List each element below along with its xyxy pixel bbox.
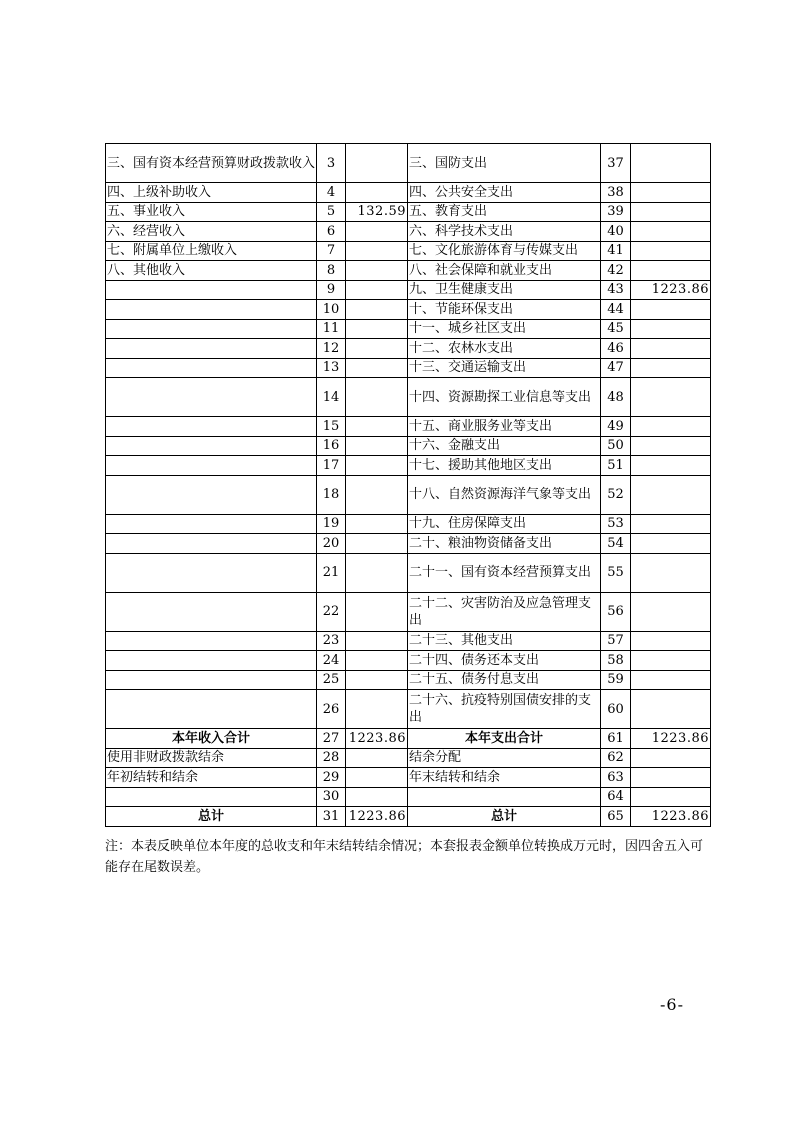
expense-amount-cell bbox=[631, 358, 711, 378]
table-row bbox=[106, 631, 711, 651]
income-item-cell bbox=[106, 456, 317, 476]
income-item-cell bbox=[106, 592, 317, 631]
income-amount-cell: 1223.86 bbox=[346, 729, 408, 749]
expense-item-cell: 本年支出合计 bbox=[408, 729, 601, 749]
income-amount-cell bbox=[346, 339, 408, 359]
expense-line-number-cell: 60 bbox=[601, 690, 631, 729]
expense-amount-cell bbox=[631, 436, 711, 456]
table-row bbox=[106, 436, 711, 456]
expense-line-number-cell: 51 bbox=[601, 456, 631, 476]
income-line-number-cell: 29 bbox=[317, 768, 346, 788]
expense-line-number-cell: 47 bbox=[601, 358, 631, 378]
income-item-cell: 四、上级补助收入 bbox=[106, 183, 317, 203]
expense-item-cell: 三、国防支出 bbox=[408, 144, 601, 183]
income-item-cell: 八、其他收入 bbox=[106, 261, 317, 281]
income-line-number-cell: 13 bbox=[317, 358, 346, 378]
expense-amount-cell bbox=[631, 651, 711, 671]
income-amount-cell bbox=[346, 222, 408, 242]
income-line-number-cell: 14 bbox=[317, 378, 346, 417]
expense-amount-cell bbox=[631, 300, 711, 320]
income-item-cell bbox=[106, 319, 317, 339]
income-item-cell bbox=[106, 475, 317, 514]
expense-amount-cell bbox=[631, 202, 711, 222]
table-row bbox=[106, 319, 711, 339]
expense-amount-cell bbox=[631, 261, 711, 281]
income-line-number-cell: 21 bbox=[317, 553, 346, 592]
expense-item-cell: 五、教育支出 bbox=[408, 202, 601, 222]
income-amount-cell bbox=[346, 456, 408, 476]
table-row bbox=[106, 690, 711, 729]
income-amount-cell bbox=[346, 358, 408, 378]
income-line-number-cell: 11 bbox=[317, 319, 346, 339]
income-line-number-cell: 17 bbox=[317, 456, 346, 476]
income-amount-cell bbox=[346, 319, 408, 339]
table-row bbox=[106, 417, 711, 437]
income-line-number-cell: 28 bbox=[317, 748, 346, 768]
income-item-cell bbox=[106, 358, 317, 378]
income-item-cell: 总计 bbox=[106, 807, 317, 827]
expense-line-number-cell: 57 bbox=[601, 631, 631, 651]
table-row bbox=[106, 807, 711, 827]
income-item-cell bbox=[106, 631, 317, 651]
expense-line-number-cell: 46 bbox=[601, 339, 631, 359]
income-item-cell bbox=[106, 690, 317, 729]
expense-amount-cell bbox=[631, 553, 711, 592]
expense-line-number-cell: 65 bbox=[601, 807, 631, 827]
table-row bbox=[106, 729, 711, 749]
expense-amount-cell: 1223.86 bbox=[631, 729, 711, 749]
income-item-cell bbox=[106, 280, 317, 300]
income-amount-cell bbox=[346, 690, 408, 729]
expense-item-cell: 二十、粮油物资储备支出 bbox=[408, 534, 601, 554]
income-amount-cell bbox=[346, 768, 408, 788]
table-row bbox=[106, 222, 711, 242]
expense-item-cell: 四、公共安全支出 bbox=[408, 183, 601, 203]
income-line-number-cell: 15 bbox=[317, 417, 346, 437]
income-line-number-cell: 26 bbox=[317, 690, 346, 729]
expense-line-number-cell: 49 bbox=[601, 417, 631, 437]
expense-amount-cell: 1223.86 bbox=[631, 807, 711, 827]
income-item-cell bbox=[106, 300, 317, 320]
income-line-number-cell: 3 bbox=[317, 144, 346, 183]
income-amount-cell bbox=[346, 514, 408, 534]
expense-amount-cell bbox=[631, 144, 711, 183]
expense-line-number-cell: 55 bbox=[601, 553, 631, 592]
income-line-number-cell: 16 bbox=[317, 436, 346, 456]
expense-line-number-cell: 62 bbox=[601, 748, 631, 768]
table-row bbox=[106, 787, 711, 807]
income-amount-cell bbox=[346, 241, 408, 261]
expense-line-number-cell: 48 bbox=[601, 378, 631, 417]
income-amount-cell bbox=[346, 670, 408, 690]
expense-amount-cell bbox=[631, 787, 711, 807]
income-amount-cell bbox=[346, 378, 408, 417]
income-item-cell bbox=[106, 670, 317, 690]
income-item-cell: 年初结转和结余 bbox=[106, 768, 317, 788]
table-row bbox=[106, 651, 711, 671]
expense-item-cell: 六、科学技术支出 bbox=[408, 222, 601, 242]
table-row bbox=[106, 144, 711, 183]
expense-amount-cell bbox=[631, 514, 711, 534]
table-row bbox=[106, 553, 711, 592]
expense-item-cell: 十、节能环保支出 bbox=[408, 300, 601, 320]
expense-amount-cell bbox=[631, 417, 711, 437]
expense-line-number-cell: 52 bbox=[601, 475, 631, 514]
income-amount-cell bbox=[346, 300, 408, 320]
table-row bbox=[106, 378, 711, 417]
income-item-cell: 本年收入合计 bbox=[106, 729, 317, 749]
expense-line-number-cell: 39 bbox=[601, 202, 631, 222]
income-line-number-cell: 20 bbox=[317, 534, 346, 554]
income-amount-cell bbox=[346, 144, 408, 183]
expense-amount-cell: 1223.86 bbox=[631, 280, 711, 300]
expense-item-cell: 九、卫生健康支出 bbox=[408, 280, 601, 300]
expense-item-cell: 二十一、国有资本经营预算支出 bbox=[408, 553, 601, 592]
expense-item-cell bbox=[408, 787, 601, 807]
income-item-cell bbox=[106, 339, 317, 359]
income-amount-cell bbox=[346, 553, 408, 592]
income-item-cell bbox=[106, 787, 317, 807]
expense-item-cell: 八、社会保障和就业支出 bbox=[408, 261, 601, 281]
table-row bbox=[106, 670, 711, 690]
expense-item-cell: 十四、资源勘探工业信息等支出 bbox=[408, 378, 601, 417]
expense-item-cell: 十八、自然资源海洋气象等支出 bbox=[408, 475, 601, 514]
income-line-number-cell: 7 bbox=[317, 241, 346, 261]
table-row bbox=[106, 241, 711, 261]
expense-line-number-cell: 59 bbox=[601, 670, 631, 690]
expense-item-cell: 二十二、灾害防治及应急管理支出 bbox=[408, 592, 601, 631]
income-item-cell bbox=[106, 514, 317, 534]
expense-amount-cell bbox=[631, 690, 711, 729]
income-line-number-cell: 6 bbox=[317, 222, 346, 242]
income-line-number-cell: 30 bbox=[317, 787, 346, 807]
expense-amount-cell bbox=[631, 768, 711, 788]
table-row bbox=[106, 748, 711, 768]
expense-line-number-cell: 64 bbox=[601, 787, 631, 807]
table-row bbox=[106, 592, 711, 631]
expense-line-number-cell: 41 bbox=[601, 241, 631, 261]
income-line-number-cell: 25 bbox=[317, 670, 346, 690]
expense-amount-cell bbox=[631, 592, 711, 631]
table-row bbox=[106, 280, 711, 300]
income-amount-cell: 1223.86 bbox=[346, 807, 408, 827]
table-row bbox=[106, 358, 711, 378]
expense-item-cell: 年末结转和结余 bbox=[408, 768, 601, 788]
expense-amount-cell bbox=[631, 534, 711, 554]
expense-item-cell: 总计 bbox=[408, 807, 601, 827]
expense-amount-cell bbox=[631, 183, 711, 203]
expense-amount-cell bbox=[631, 475, 711, 514]
income-amount-cell bbox=[346, 475, 408, 514]
income-item-cell bbox=[106, 436, 317, 456]
expense-line-number-cell: 53 bbox=[601, 514, 631, 534]
expense-amount-cell bbox=[631, 748, 711, 768]
income-item-cell: 五、事业收入 bbox=[106, 202, 317, 222]
expense-amount-cell bbox=[631, 670, 711, 690]
income-line-number-cell: 8 bbox=[317, 261, 346, 281]
income-item-cell: 使用非财政拨款结余 bbox=[106, 748, 317, 768]
expense-item-cell: 二十四、债务还本支出 bbox=[408, 651, 601, 671]
income-line-number-cell: 4 bbox=[317, 183, 346, 203]
income-line-number-cell: 9 bbox=[317, 280, 346, 300]
expense-amount-cell bbox=[631, 378, 711, 417]
income-line-number-cell: 12 bbox=[317, 339, 346, 359]
income-item-cell: 七、附属单位上缴收入 bbox=[106, 241, 317, 261]
expense-line-number-cell: 44 bbox=[601, 300, 631, 320]
expense-item-cell: 十一、城乡社区支出 bbox=[408, 319, 601, 339]
expense-amount-cell bbox=[631, 222, 711, 242]
income-amount-cell bbox=[346, 280, 408, 300]
income-item-cell bbox=[106, 534, 317, 554]
expense-item-cell: 二十五、债务付息支出 bbox=[408, 670, 601, 690]
income-line-number-cell: 23 bbox=[317, 631, 346, 651]
income-amount-cell bbox=[346, 417, 408, 437]
income-line-number-cell: 22 bbox=[317, 592, 346, 631]
table-row bbox=[106, 456, 711, 476]
table-body bbox=[106, 144, 711, 827]
income-line-number-cell: 18 bbox=[317, 475, 346, 514]
expense-line-number-cell: 61 bbox=[601, 729, 631, 749]
income-amount-cell bbox=[346, 183, 408, 203]
expense-line-number-cell: 40 bbox=[601, 222, 631, 242]
income-item-cell: 六、经营收入 bbox=[106, 222, 317, 242]
table-note: 注：本表反映单位本年度的总收支和年末结转结余情况；本套报表金额单位转换成万元时，因四舍五入可能存在尾数误差。 bbox=[105, 839, 704, 875]
expense-item-cell: 二十三、其他支出 bbox=[408, 631, 601, 651]
income-amount-cell bbox=[346, 261, 408, 281]
expense-line-number-cell: 50 bbox=[601, 436, 631, 456]
income-amount-cell bbox=[346, 651, 408, 671]
income-amount-cell bbox=[346, 631, 408, 651]
expense-item-cell: 十七、援助其他地区支出 bbox=[408, 456, 601, 476]
table-row bbox=[106, 261, 711, 281]
income-amount-cell bbox=[346, 748, 408, 768]
table-row bbox=[106, 534, 711, 554]
expense-amount-cell bbox=[631, 319, 711, 339]
expense-line-number-cell: 43 bbox=[601, 280, 631, 300]
table-row bbox=[106, 514, 711, 534]
table-row bbox=[106, 339, 711, 359]
expense-amount-cell bbox=[631, 631, 711, 651]
income-expense-table bbox=[105, 143, 711, 827]
expense-item-cell: 十三、交通运输支出 bbox=[408, 358, 601, 378]
income-amount-cell bbox=[346, 592, 408, 631]
page-number: -6- bbox=[660, 995, 684, 1014]
income-item-cell bbox=[106, 553, 317, 592]
income-amount-cell bbox=[346, 534, 408, 554]
expense-line-number-cell: 58 bbox=[601, 651, 631, 671]
income-item-cell bbox=[106, 417, 317, 437]
expense-line-number-cell: 38 bbox=[601, 183, 631, 203]
expense-line-number-cell: 63 bbox=[601, 768, 631, 788]
expense-line-number-cell: 54 bbox=[601, 534, 631, 554]
expense-amount-cell bbox=[631, 339, 711, 359]
expense-item-cell: 十六、金融支出 bbox=[408, 436, 601, 456]
table-row bbox=[106, 202, 711, 222]
income-amount-cell bbox=[346, 436, 408, 456]
income-line-number-cell: 27 bbox=[317, 729, 346, 749]
expense-line-number-cell: 56 bbox=[601, 592, 631, 631]
income-amount-cell bbox=[346, 787, 408, 807]
expense-item-cell: 二十六、抗疫特别国债安排的支出 bbox=[408, 690, 601, 729]
income-line-number-cell: 5 bbox=[317, 202, 346, 222]
table-row bbox=[106, 768, 711, 788]
expense-line-number-cell: 42 bbox=[601, 261, 631, 281]
table-row bbox=[106, 183, 711, 203]
income-item-cell bbox=[106, 651, 317, 671]
expense-item-cell: 七、文化旅游体育与传媒支出 bbox=[408, 241, 601, 261]
expense-line-number-cell: 45 bbox=[601, 319, 631, 339]
expense-item-cell: 结余分配 bbox=[408, 748, 601, 768]
table-row bbox=[106, 300, 711, 320]
expense-item-cell: 十二、农林水支出 bbox=[408, 339, 601, 359]
table-row bbox=[106, 475, 711, 514]
expense-item-cell: 十九、住房保障支出 bbox=[408, 514, 601, 534]
income-line-number-cell: 24 bbox=[317, 651, 346, 671]
expense-amount-cell bbox=[631, 241, 711, 261]
income-amount-cell: 132.59 bbox=[346, 202, 408, 222]
income-line-number-cell: 10 bbox=[317, 300, 346, 320]
income-item-cell: 三、国有资本经营预算财政拨款收入 bbox=[106, 144, 317, 183]
income-line-number-cell: 19 bbox=[317, 514, 346, 534]
expense-amount-cell bbox=[631, 456, 711, 476]
income-line-number-cell: 31 bbox=[317, 807, 346, 827]
income-item-cell bbox=[106, 378, 317, 417]
expense-line-number-cell: 37 bbox=[601, 144, 631, 183]
expense-item-cell: 十五、商业服务业等支出 bbox=[408, 417, 601, 437]
